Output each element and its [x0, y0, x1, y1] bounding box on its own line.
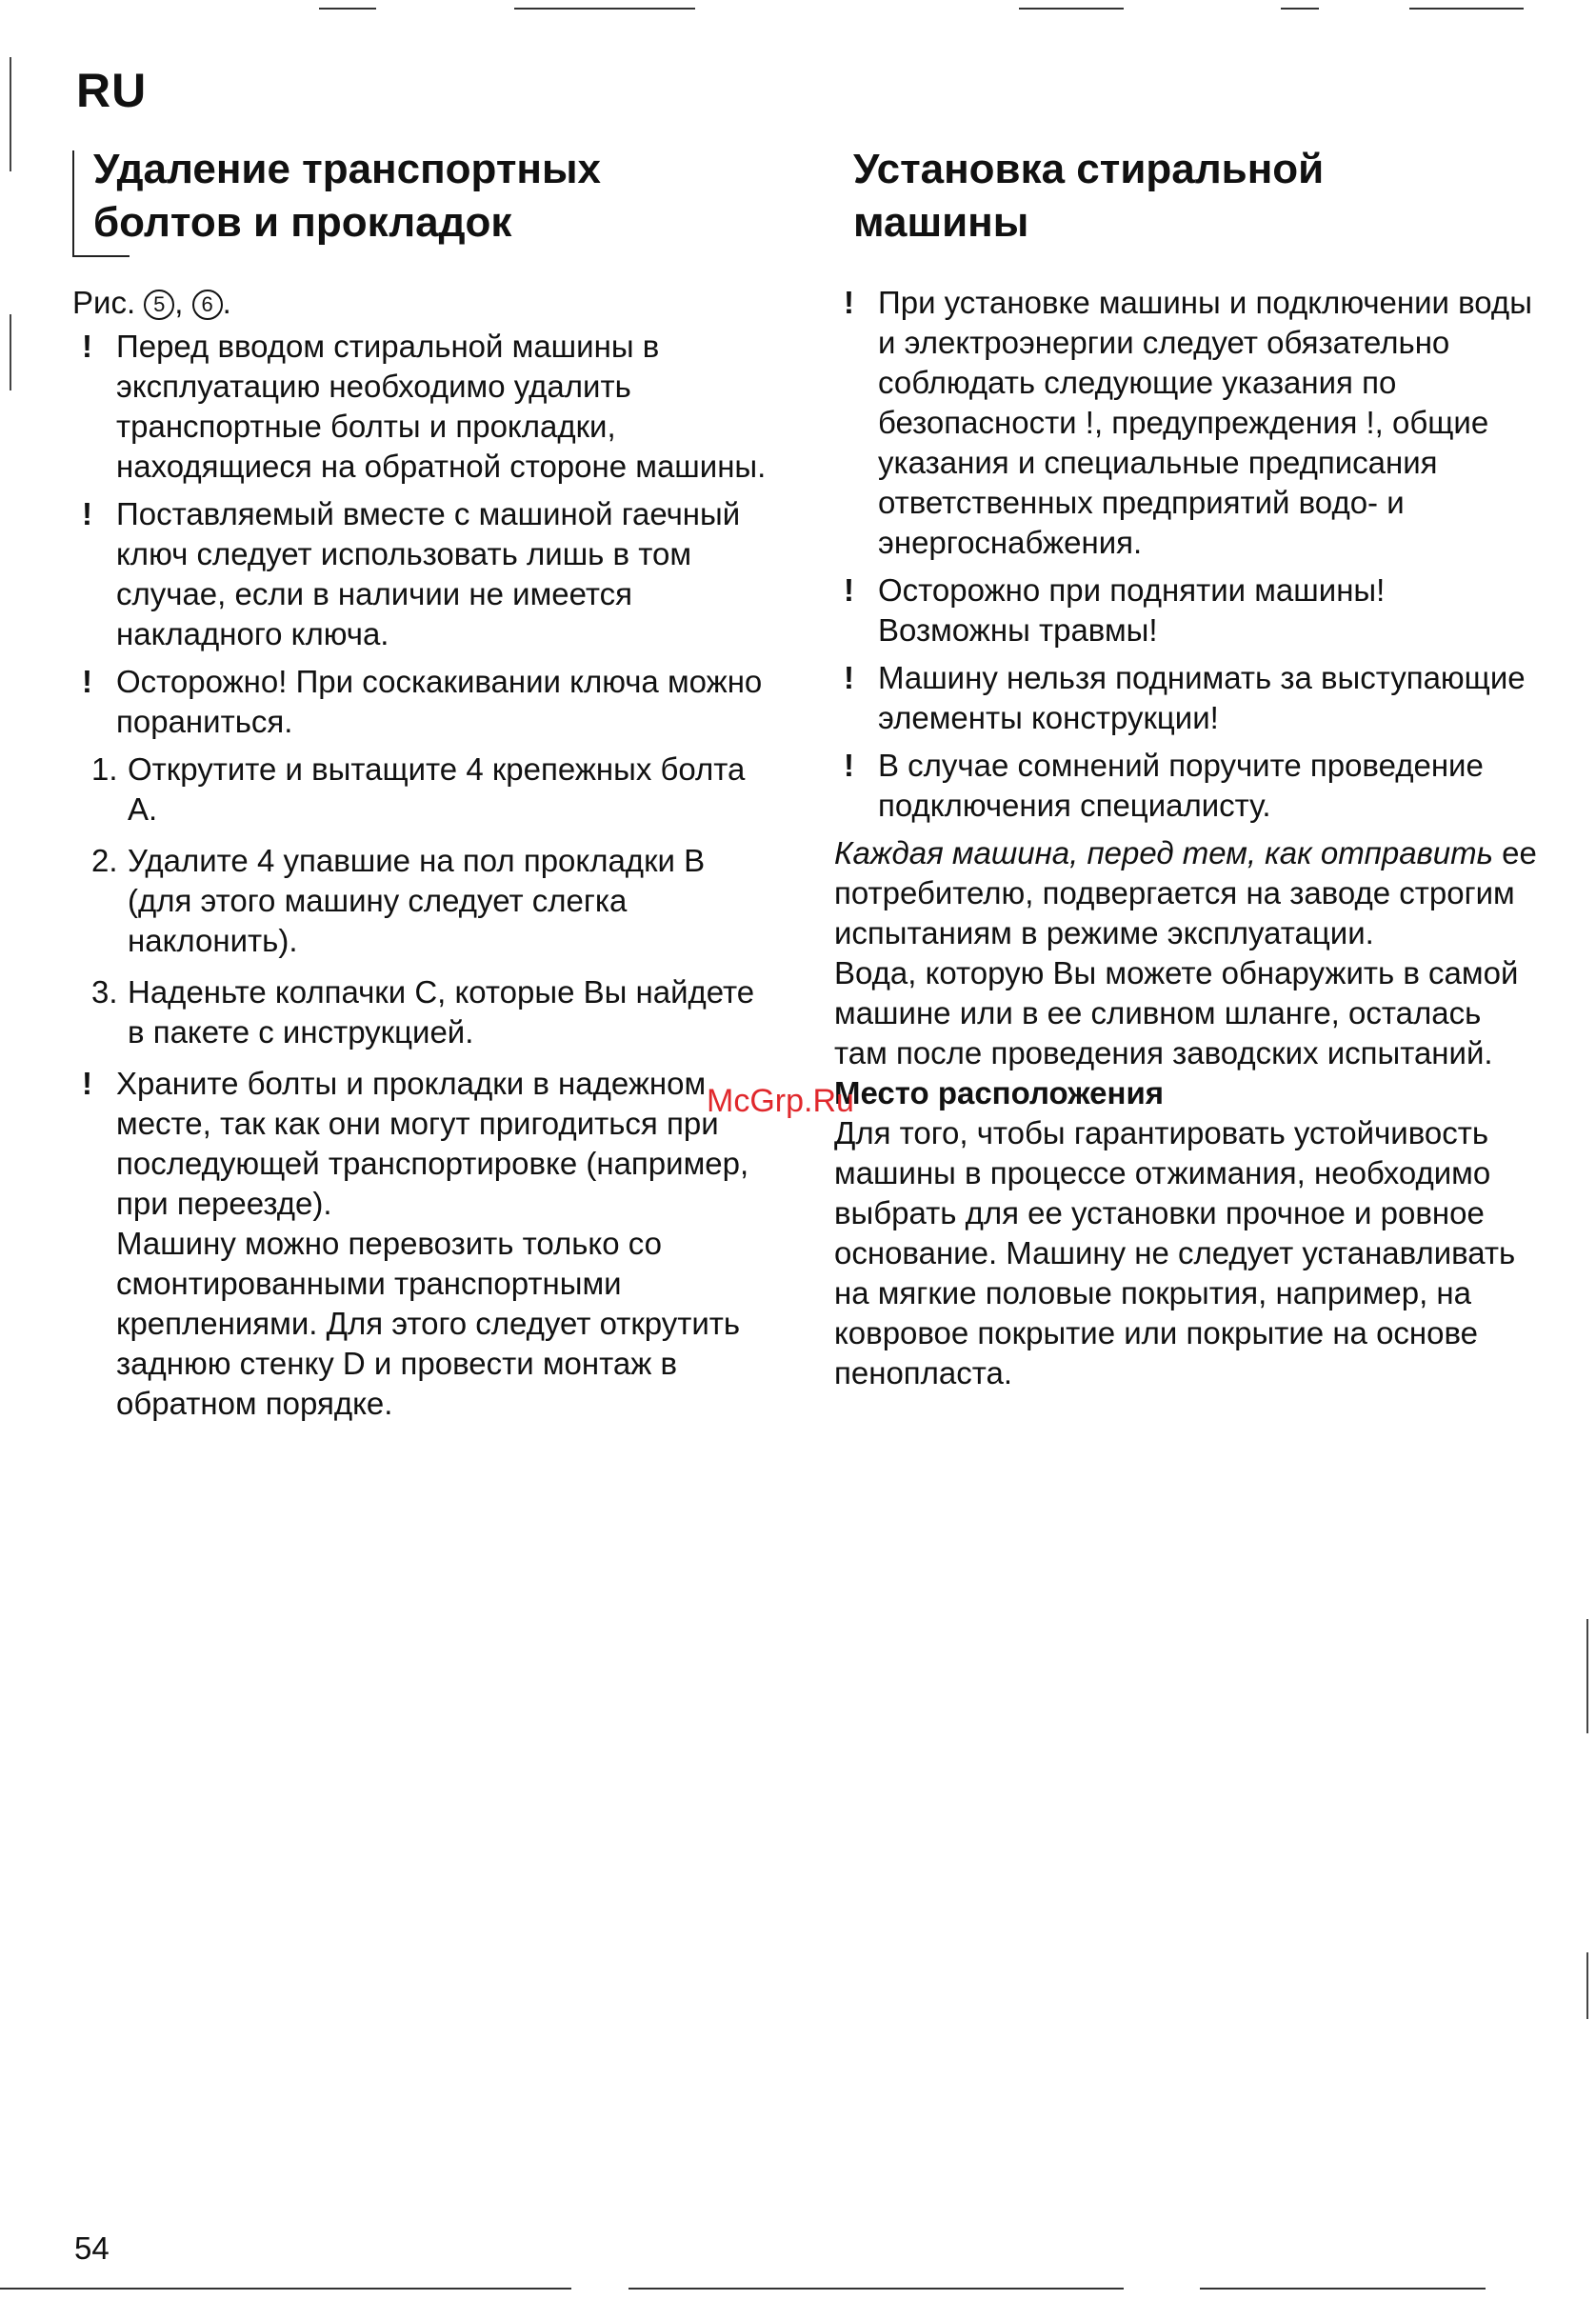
warning-text: Машину нельзя поднимать за выступающие элементы конструкции! [878, 660, 1526, 735]
warning-icon: ! [844, 285, 854, 320]
title-underline [72, 255, 130, 257]
step-number: 1. [91, 751, 118, 787]
factory-test-paragraph [834, 833, 1539, 953]
step-text: Удалите 4 упавшие на пол прокладки В (для этого машину следует слегка наклонить). [128, 843, 706, 958]
warning-icon: ! [82, 1066, 92, 1101]
warning-item [834, 570, 1539, 650]
warning-item [834, 283, 1539, 563]
scan-mark [514, 8, 695, 10]
scan-mark [1200, 2288, 1486, 2290]
warning-item [72, 494, 777, 654]
scan-mark [0, 2288, 571, 2290]
warning-icon: ! [844, 660, 854, 695]
warning-icon: ! [82, 329, 92, 364]
figure-prefix: Рис. [72, 285, 136, 320]
page-number: 54 [74, 2230, 110, 2266]
scan-mark [1281, 8, 1319, 10]
step-text: Открутите и вытащите 4 крепежных болта А. [128, 751, 746, 827]
warning-text-continued: Машину можно перевозить только со смонтированными транспортными креплениями. Для этого следует открутить заднюю стенку D и провести монтаж в обратном порядке. [116, 1226, 741, 1421]
title-bracket [72, 150, 74, 255]
step-text: Наденьте колпачки С, которые Вы найдете в пакете с инструкцией. [128, 974, 755, 1050]
scan-mark [1019, 8, 1124, 10]
warning-item [72, 1064, 777, 1424]
step-item [72, 972, 777, 1052]
warning-item [834, 746, 1539, 826]
step-item [72, 750, 777, 830]
warning-item [72, 327, 777, 487]
scan-mark [319, 8, 376, 10]
figure-number-5: 5 [144, 290, 174, 320]
warning-icon: ! [82, 664, 92, 699]
warning-text: Осторожно при поднятии машины! Возможны травмы! [878, 572, 1386, 648]
scan-mark [10, 314, 11, 390]
language-code: RU [76, 64, 148, 117]
warning-icon: ! [82, 496, 92, 531]
left-body [72, 283, 777, 1431]
step-number: 2. [91, 843, 118, 878]
residual-water-paragraph: Вода, которую Вы можете обнаружить в самой машине или в ее сливном шланге, осталась там после проведения заводских испытаний. [834, 955, 1519, 1070]
warning-text: Перед вводом стиральной машины в эксплуатацию необходимо удалить транспортные болты и прокладки, находящиеся на обратной стороне машины. [116, 329, 767, 484]
warning-text: Храните болты и прокладки в надежном месте, так как они могут пригодиться при последующей транспортировке (например, при переезде). [116, 1066, 749, 1221]
location-heading: Место расположения [834, 1075, 1164, 1110]
right-body [834, 283, 1539, 1393]
watermark: McGrp.Ru [707, 1083, 854, 1119]
location-paragraph: Для того, чтобы гарантировать устойчивость машины в процессе отжимания, необходимо выбрать для ее установки прочное и ровное основание. Машину не следует устанавливать на мягкие половые покрытия, например, на ковровое покрытие или покрытие на основе пенопласта. [834, 1115, 1516, 1390]
factory-test-italic: Каждая машина, перед тем, как отправить [834, 835, 1493, 870]
scan-mark [1409, 8, 1524, 10]
step-number: 3. [91, 974, 118, 1010]
figure-reference: Рис. 5 , 6 . [72, 285, 231, 320]
warning-text: Поставляемый вместе с машиной гаечный ключ следует использовать лишь в том случае, если в наличии не имеется накладного ключа. [116, 496, 741, 651]
scan-mark [628, 2288, 1124, 2290]
warning-text: При установке машины и подключении воды и электроэнергии следует обязательно соблюдать следующие указания по безопасности !, предупреждения !, общие указания и специальные предписания ответственных предприятий водо- и энергоснабжения. [878, 285, 1532, 560]
factory-test-text: ее потребителю, подвергается на заводе строгим испытаниям в режиме эксплуатации. [834, 835, 1537, 950]
warning-text: Осторожно! При соскакивании ключа можно пораниться. [116, 664, 763, 739]
section-title-transport-bolts: Удаление транспортных болтов и прокладок [93, 146, 602, 246]
scan-mark [10, 57, 11, 171]
section-title-installation: Установка стиральной машины [853, 146, 1325, 246]
warning-icon: ! [844, 748, 854, 783]
warning-item [834, 658, 1539, 738]
step-item [72, 841, 777, 961]
figure-number-6: 6 [192, 290, 223, 320]
warning-icon: ! [844, 572, 854, 608]
scan-mark [1586, 1619, 1588, 1733]
scan-mark [1586, 1952, 1588, 2019]
warning-text: В случае сомнений поручите проведение подключения специалисту. [878, 748, 1484, 823]
warning-item [72, 662, 777, 742]
